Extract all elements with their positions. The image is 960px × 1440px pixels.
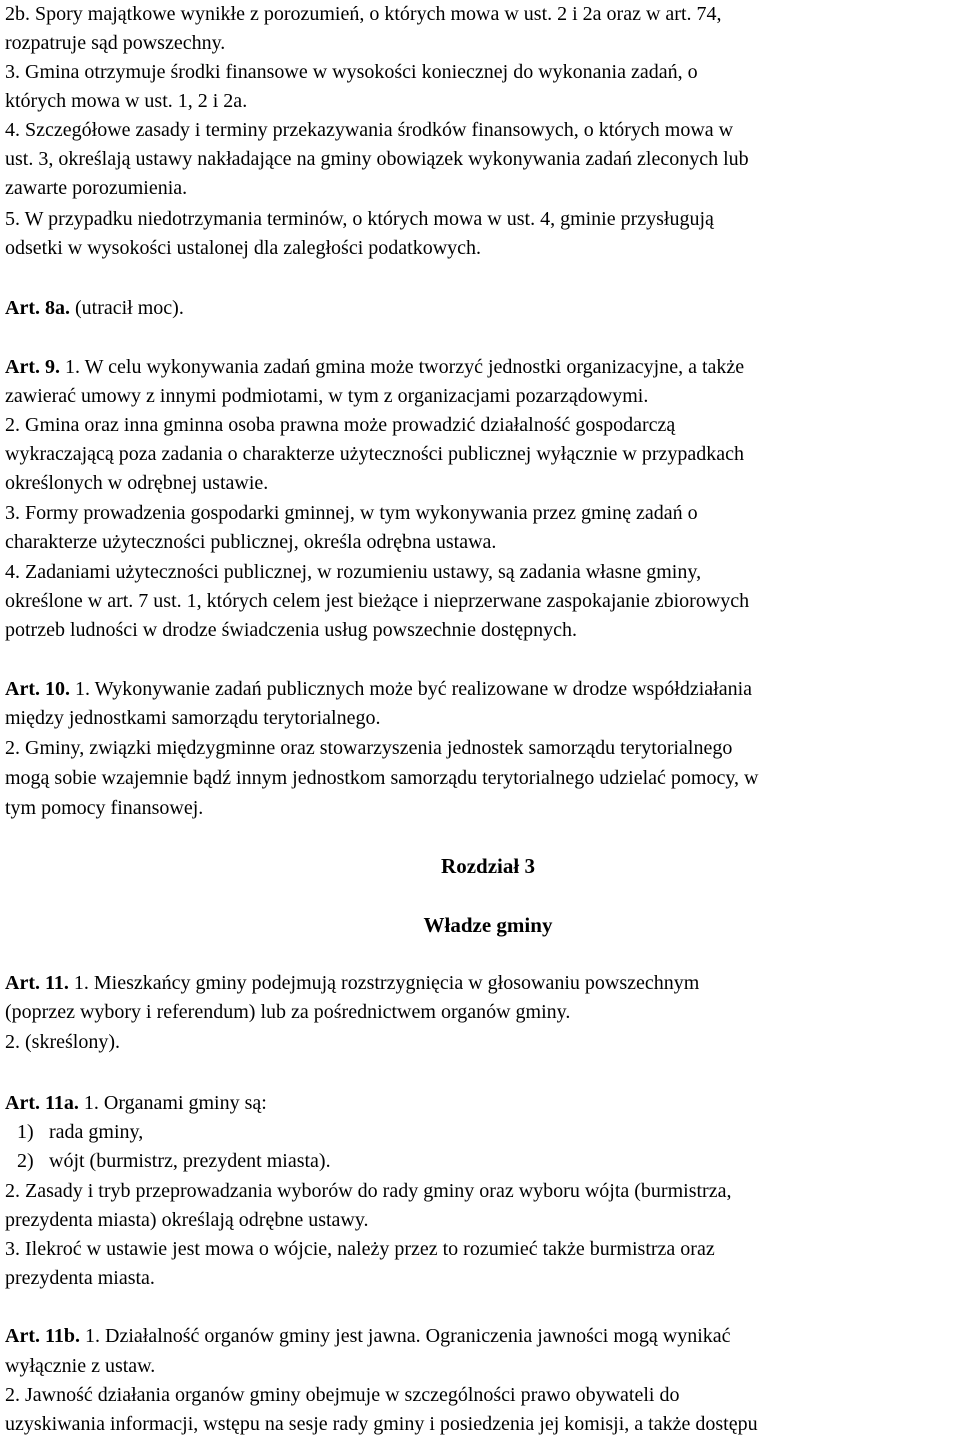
text-line: mogą sobie wzajemnie bądź innym jednostkom samorządu terytorialnego udzielać pomocy, w — [5, 767, 759, 789]
article-label: Art. 8a. — [5, 297, 70, 319]
article-text: 1. Wykonywanie zadań publicznych może być realizowane w drodze współdziałania — [69, 678, 753, 700]
text-line: tym pomocy finansowej. — [5, 797, 204, 819]
text-line: między jednostkami samorządu terytorialnego. — [5, 707, 381, 729]
article-11a — [5, 1089, 267, 1118]
text-line: 3. Ilekroć w ustawie jest mowa o wójcie, należy przez to rozumieć także burmistrza oraz — [5, 1238, 715, 1260]
article-text: 1. Mieszkańcy gminy podejmują rozstrzygnięcia w głosowaniu powszechnym — [68, 972, 700, 994]
article-text: (utracił moc). — [69, 297, 184, 319]
text-line: prezydenta miasta) określają odrębne ustawy. — [5, 1209, 369, 1231]
text-line: odsetki w wysokości ustalonej dla zaległości podatkowych. — [5, 237, 482, 259]
article-label: Art. 11. — [5, 972, 69, 994]
article-10 — [5, 675, 752, 704]
article-11 — [5, 969, 699, 998]
text-line: charakterze użyteczności publicznej, określa odrębna ustawa. — [5, 531, 497, 553]
text-line: potrzeb ludności w drodze świadczenia usług powszechnie dostępnych. — [5, 619, 578, 641]
chapter-title: Władze gminy — [423, 913, 553, 937]
text-line: 2. (skreślony). — [5, 1031, 120, 1053]
text-line: określonych w odrębnej ustawie. — [5, 472, 269, 494]
text-line: 2b. Spory majątkowe wynikłe z porozumień, o których mowa w ust. 2 i 2a oraz w art. 74, — [5, 3, 722, 25]
text-line: 2. Jawność działania organów gminy obejmuje w szczególności prawo obywateli do — [5, 1384, 680, 1406]
article-9 — [5, 353, 744, 382]
list-item-number: 2) — [17, 1150, 34, 1172]
text-line: 2. Zasady i tryb przeprowadzania wyborów do rady gminy oraz wyboru wójta (burmistrza, — [5, 1180, 732, 1202]
text-line: wykraczającą poza zadania o charakterze użyteczności publicznej wyłącznie w przypadkach — [5, 443, 745, 465]
article-label: Art. 10. — [5, 678, 70, 700]
text-line: 5. W przypadku niedotrzymania terminów, o których mowa w ust. 4, gminie przysługują — [5, 208, 714, 230]
list-item-text: wójt (burmistrz, prezydent miasta). — [49, 1150, 331, 1172]
chapter-number: Rozdział 3 — [441, 854, 535, 878]
text-line: wyłącznie z ustaw. — [5, 1355, 156, 1377]
list-item — [5, 1147, 331, 1176]
text-line: (poprzez wybory i referendum) lub za pośrednictwem organów gminy. — [5, 1001, 571, 1023]
text-line: 3. Formy prowadzenia gospodarki gminnej, w tym wykonywania przez gminę zadań o — [5, 502, 698, 524]
text-line: ust. 3, określają ustawy nakładające na gminy obowiązek wykonywania zadań zleconych lub — [5, 148, 749, 170]
article-text: 1. W celu wykonywania zadań gmina może tworzyć jednostki organizacyjne, a także — [59, 356, 745, 378]
text-line: prezydenta miasta. — [5, 1267, 155, 1289]
article-text: 1. Działalność organów gminy jest jawna. Ograniczenia jawności mogą wynikać — [80, 1325, 731, 1347]
list-item-number: 1) — [17, 1121, 34, 1143]
text-line: uzyskiwania informacji, wstępu na sesje rady gminy i posiedzenia jej komisji, a także dostępu — [5, 1413, 758, 1435]
article-text: 1. Organami gminy są: — [78, 1092, 267, 1114]
article-label: Art. 11a. — [5, 1092, 79, 1114]
text-line: 4. Szczegółowe zasady i terminy przekazywania środków finansowych, o których mowa w — [5, 119, 734, 141]
text-line: zawierać umowy z innymi podmiotami, w tym z organizacjami pozarządowymi. — [5, 385, 649, 407]
text-line: 3. Gmina otrzymuje środki finansowe w wysokości koniecznej do wykonania zadań, o — [5, 61, 698, 83]
article-11b — [5, 1322, 731, 1351]
text-line: określone w art. 7 ust. 1, których celem jest bieżące i nieprzerwane zaspokajanie zbiorowych — [5, 590, 750, 612]
text-line: 2. Gmina oraz inna gminna osoba prawna może prowadzić działalność gospodarczą — [5, 414, 676, 436]
text-line: zawarte porozumienia. — [5, 177, 188, 199]
article-8a — [5, 294, 184, 323]
text-line: 4. Zadaniami użyteczności publicznej, w rozumieniu ustawy, są zadania własne gminy, — [5, 561, 702, 583]
list-item-text: rada gminy, — [49, 1121, 144, 1143]
article-label: Art. 11b. — [5, 1325, 80, 1347]
article-label: Art. 9. — [5, 356, 60, 378]
text-line: rozpatruje sąd powszechny. — [5, 32, 226, 54]
text-line: których mowa w ust. 1, 2 i 2a. — [5, 90, 248, 112]
list-item — [5, 1118, 143, 1147]
text-line: 2. Gminy, związki międzygminne oraz stowarzyszenia jednostek samorządu terytorialnego — [5, 737, 733, 759]
